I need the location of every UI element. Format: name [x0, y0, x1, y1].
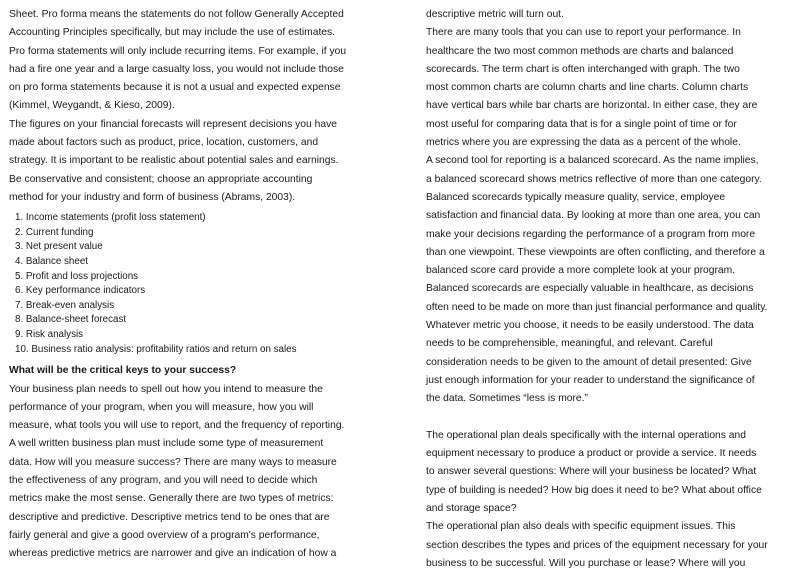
- text-line: strategy. It is important to be realistic about potential sales and earnings.: [9, 155, 339, 167]
- text-line: descriptive metric will turn out.: [426, 9, 564, 20]
- text-line: most useful for comparing data that is for a single point of time or for: [426, 118, 737, 130]
- text-line: often need to be made on more than just financial performance and quality.: [426, 301, 768, 313]
- numbered-list: [9, 211, 364, 357]
- text-line: scorecards. The term chart is often interchanged with graph. The two: [426, 63, 740, 75]
- text-line: whereas predictive metrics are narrower and give an indication of how a: [9, 548, 337, 560]
- text-line: descriptive and predictive. Descriptive metrics tend to be ones that are: [9, 511, 330, 523]
- list-item: 5. Profit and loss projections: [15, 270, 139, 282]
- text-line: consideration needs to be given to the amount of detail presented: Give: [426, 356, 752, 368]
- list-item: 10. Business ratio analysis: profitability ratios and return on sales: [15, 343, 297, 355]
- list-item: 3. Net present value: [15, 241, 103, 253]
- text-line: healthcare the two most common methods are charts and balanced: [426, 45, 734, 57]
- text-line: metrics make the most sense. Generally there are two types of metrics:: [9, 493, 334, 505]
- list-item: 1. Income statements (profit loss statement): [15, 212, 206, 224]
- list-item: 8. Balance-sheet forecast: [15, 314, 127, 326]
- text-line: Sheet. Pro forma means the statements do not follow Generally Accepted: [9, 9, 344, 20]
- text-line: a balanced scorecard shows metrics reflective of more than one category.: [426, 173, 762, 185]
- right-column: [426, 6, 781, 573]
- text-line: had a fire one year and a large casualty loss, you would not include those: [9, 63, 344, 75]
- text-line: data. How will you measure success? There are many ways to measure: [9, 456, 337, 468]
- text-line: The figures on your financial forecasts will represent decisions you have: [9, 118, 337, 130]
- text-line: There are many tools that you can use to report your performance. In: [426, 27, 741, 39]
- list-item: 2. Current funding: [15, 226, 94, 238]
- text-line: method for your industry and form of business (Abrams, 2003).: [9, 191, 296, 203]
- text-line: Balanced scorecards typically measure quality, service, employee: [426, 191, 726, 203]
- text-line: The operational plan also deals with specific equipment issues. This: [426, 521, 736, 533]
- text-line: on pro forma statements because it is not a usual and expected expense: [9, 82, 341, 94]
- list-item: 7. Break-even analysis: [15, 299, 115, 311]
- text-line: measure, what tools you will use to report, and the frequency of reporting.: [9, 420, 345, 432]
- text-line: A second tool for reporting is a balanced scorecard. As the name implies,: [426, 155, 759, 167]
- left-paragraph-block-2: [9, 381, 364, 564]
- text-line: fairly general and give a good overview of a program's performance,: [9, 529, 320, 541]
- text-line: Whatever metric you choose, it needs to be easily understood. The data: [426, 320, 754, 332]
- text-line: Be conservative and consistent; choose an appropriate accounting: [9, 173, 313, 185]
- text-line: Accounting Principles specifically, but may include the use of estimates.: [9, 27, 336, 39]
- list-item: 6. Key performance indicators: [15, 285, 146, 297]
- list-item: 4. Balance sheet: [15, 256, 88, 268]
- text-line: than one viewpoint. These viewpoints are often conflicting, and therefore a: [426, 246, 765, 258]
- text-line: equipment necessary to produce a product or provide a service. It needs: [426, 448, 757, 460]
- text-line: have vertical bars while bar charts are horizontal. In either case, they are: [426, 100, 758, 112]
- list-item: 9. Risk analysis: [15, 329, 84, 341]
- text-line: just enough information for your reader to understand the significance of: [426, 374, 755, 386]
- text-line: type of building is needed? How big does it need to be? What about office: [426, 484, 762, 496]
- text-line: most common charts are column charts and line charts. Column charts: [426, 82, 749, 94]
- text-line: Pro forma statements will only include recurring items. For example, if you: [9, 45, 347, 57]
- text-line: the effectiveness of any program, and you will need to decide which: [9, 474, 318, 486]
- text-line: made about factors such as product, price, location, customers, and: [9, 137, 319, 149]
- right-paragraph-block-2: [426, 427, 781, 573]
- left-column: [9, 6, 364, 563]
- text-line: performance of your program, when you will measure, how you will: [9, 401, 314, 413]
- section-heading: What will be the critical keys to your success?: [9, 365, 237, 377]
- right-paragraph-block-1: [426, 6, 781, 409]
- text-line: business to be successful. Will you purchase or lease? Where will you: [426, 557, 746, 569]
- text-line: A well written business plan must include some type of measurement: [9, 438, 324, 450]
- text-line: satisfaction and financial data. By looking at more than one area, you can: [426, 210, 761, 222]
- text-line: Your business plan needs to spell out how you intend to measure the: [9, 383, 323, 395]
- text-line: to answer several questions: Where will your business be located? What: [426, 466, 757, 478]
- text-line: the data. Sometimes “less is more.”: [426, 393, 588, 405]
- text-line: metrics where you are expressing the data as a percent of the whole.: [426, 137, 741, 149]
- text-line: (Kimmel, Weygandt, & Kieso, 2009).: [9, 100, 175, 112]
- text-line: balanced score card provide a more complete look at your program.: [426, 265, 736, 277]
- left-paragraph-block-1: [9, 6, 364, 207]
- text-line: section describes the types and prices of the equipment necessary for your: [426, 539, 768, 551]
- text-line: Balanced scorecards are especially valuable in healthcare, as decisions: [426, 283, 754, 295]
- text-line: and storage space?: [426, 503, 517, 515]
- text-line: The operational plan deals specifically with the internal operations and: [426, 429, 746, 441]
- text-line: needs to be comprehensible, meaningful, and relevant. Careful: [426, 338, 713, 350]
- paragraph-gap: [426, 409, 781, 427]
- text-line: make your decisions regarding the performance of a program from more: [426, 228, 756, 240]
